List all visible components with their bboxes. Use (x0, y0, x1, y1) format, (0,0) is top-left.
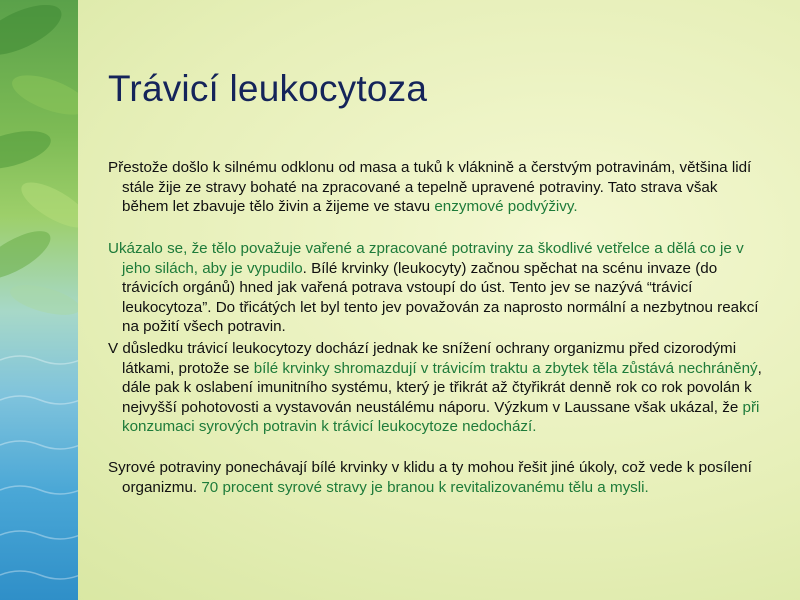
paragraph-3 (108, 339, 768, 437)
paragraph-2 (108, 239, 768, 337)
paragraph-4-text: Syrové potraviny ponechávají bílé krvinky v klidu a ty mohou řešit jiné úkoly, což vede k posílení organizmu. (108, 459, 752, 496)
paragraph-1-text: Přestože došlo k silnému odklonu od masa a tuků k vláknině a čerstvým potravinám, většina lidí stále žije ze stravy bohaté na zpracované a tepelně upravené potraviny. Tato strava však během let zbavuje tělo živin a žijeme ve stavu (108, 159, 752, 216)
paragraph-2-text: . Bílé krvinky (leukocyty) začnou spěchat na scénu invaze (do trávicích orgánů) hned jak vařená potrava vstoupí do úst. Tento jev se nazývá “trávicí leukocytoza”. Do třicátých let byl tento jev považován za naprosto normální a nezbytnou reakcí na požití všech potravin. (122, 259, 759, 336)
leaves-water-decoration (0, 0, 78, 600)
paragraph-1-highlight: enzymové podvýživy. (434, 198, 578, 216)
paragraph-4-highlight: 70 procent syrové stravy je branou k revitalizovanému tělu a mysli. (201, 478, 649, 496)
paragraph-3-highlight-a: bílé krvinky shromazdují v trávicím traktu a zbytek těla zůstává nechráněný (253, 359, 758, 377)
slide-title: Trávicí leukocytoza (108, 68, 428, 109)
paragraph-3-text-b: , dále pak k oslabení imunitního systému, který je třikrát až čtyřikrát denně rok co rok povolán k nejvyšší pohotovosti a vystavován neustálému náporu. Výzkum v Laussane však ukázal, že (122, 359, 762, 416)
paragraph-3-text-a: V důsledku trávicí leukocytozy dochází jednak ke snížení ochrany organizmu před cizorodými látkami, protože se (108, 340, 737, 377)
paragraph-4 (108, 458, 768, 497)
paragraph-1 (108, 158, 768, 217)
paragraph-2-highlight: Ukázalo se, že tělo považuje vařené a zpracované potraviny za škodlivé vetřelce a dělá co je v jeho silách, aby je vypudilo (108, 240, 744, 277)
paragraph-3-highlight-b: při konzumaci syrových potravin k trávicí leukocytoze nedochází. (122, 398, 760, 436)
